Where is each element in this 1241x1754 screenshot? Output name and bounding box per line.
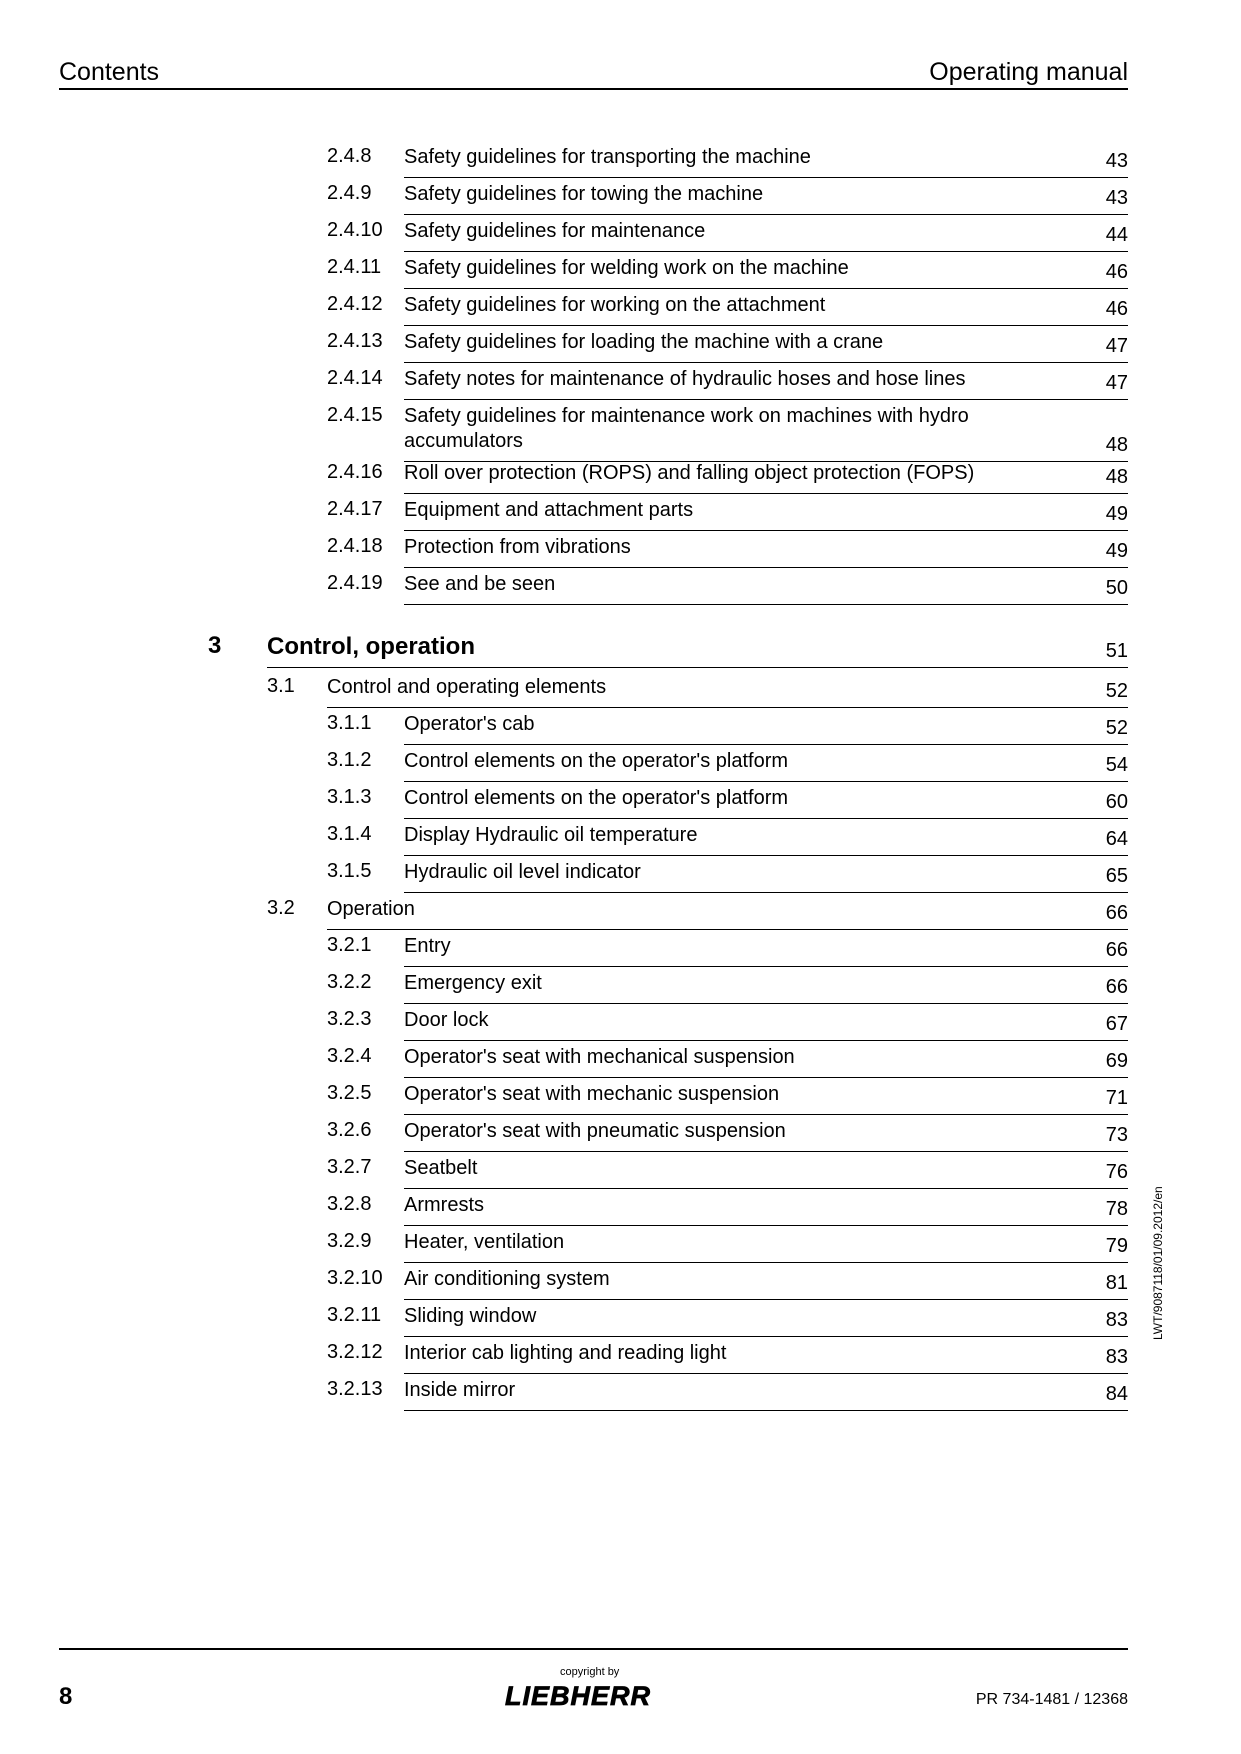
toc-entry-title-line [404, 572, 1128, 605]
copyright-label: copyright by [560, 1666, 620, 1678]
toc-entry-title: Control, operation [267, 633, 475, 660]
toc-entry-number: 3.2.2 [327, 971, 372, 993]
toc-entry-page: 64 [1105, 828, 1128, 850]
toc-entry-title: Air conditioning system [404, 1268, 610, 1290]
toc-entry-title: Safety guidelines for working on the attachment [404, 294, 826, 316]
toc-entry-title: Inside mirror [404, 1379, 516, 1401]
toc-entry-title: Armrests [404, 1194, 484, 1216]
toc-entry-number: 3 [208, 632, 222, 659]
toc-entry-page: 76 [1105, 1161, 1128, 1183]
toc-entry-number: 3.2.1 [327, 934, 372, 956]
toc-entry-title: Safety notes for maintenance of hydraulic hoses and hose lines [404, 368, 966, 390]
toc-entry-title-line [404, 1230, 1128, 1263]
toc-entry-title-line [404, 1045, 1128, 1078]
toc-entry-number: 2.4.15 [327, 404, 383, 426]
toc-entry-number: 3.2.12 [327, 1341, 383, 1363]
toc-entry-number: 3.2.5 [327, 1082, 372, 1104]
toc-entry-number: 2.4.14 [327, 367, 383, 389]
toc-entry-number: 2.4.19 [327, 572, 383, 594]
toc-entry-number: 3.2.8 [327, 1193, 372, 1215]
toc-entry-title-line [327, 897, 1128, 930]
toc-entry-title-line [404, 145, 1128, 178]
toc-entry-number: 3.2.7 [327, 1156, 372, 1178]
toc-entry-title-line [404, 330, 1128, 363]
toc-entry-page: 47 [1105, 335, 1128, 357]
toc-entry-title: Display Hydraulic oil temperature [404, 824, 698, 846]
toc-entry-page: 83 [1105, 1309, 1128, 1331]
toc-entry-page: 47 [1105, 372, 1128, 394]
toc-entry-page: 84 [1105, 1383, 1128, 1405]
toc-entry-title: Operator's seat with pneumatic suspension [404, 1120, 786, 1142]
toc-entry-number: 2.4.12 [327, 293, 383, 315]
toc-entry-number: 3.1.5 [327, 860, 372, 882]
toc-entry-page: 52 [1105, 680, 1128, 702]
toc-entry-title: Equipment and attachment parts [404, 499, 694, 521]
toc-entry-title-line [404, 461, 1128, 494]
toc-entry-title-line [404, 1156, 1128, 1189]
toc-entry-title: See and be seen [404, 573, 556, 595]
toc-entry-title-line [404, 749, 1128, 782]
toc-entry-title-line [404, 1082, 1128, 1115]
toc-entry-page: 83 [1105, 1346, 1128, 1368]
toc-entry-number: 3.2.10 [327, 1267, 383, 1289]
toc-entry-title: Operator's cab [404, 713, 535, 735]
toc-entry-number: 3.2.9 [327, 1230, 372, 1252]
toc-entry-title: Operation [327, 898, 415, 920]
toc-entry-page: 48 [1105, 466, 1128, 488]
toc-entry-title-line [404, 404, 1128, 462]
side-document-code: LWT/9087118/01/09.2012/en [1151, 1186, 1165, 1340]
toc-entry-title: Sliding window [404, 1305, 537, 1327]
toc-entry-title-line [404, 971, 1128, 1004]
toc-entry-title: Safety guidelines for transporting the machine [404, 146, 811, 168]
toc-entry-number: 2.4.11 [327, 256, 382, 278]
toc-entry-title: Interior cab lighting and reading light [404, 1342, 727, 1364]
toc-entry-page: 73 [1105, 1124, 1128, 1146]
toc-entry-title: Emergency exit [404, 972, 542, 994]
toc-entry-title-line [404, 712, 1128, 745]
toc-entry-title-line [404, 786, 1128, 819]
toc-entry-page: 69 [1105, 1050, 1128, 1072]
toc-entry-page: 43 [1105, 187, 1128, 209]
toc-entry-title: Door lock [404, 1009, 489, 1031]
toc-entry-number: 3.1.4 [327, 823, 372, 845]
toc-entry-title: Control and operating elements [327, 676, 607, 698]
toc-entry-title-line [404, 256, 1128, 289]
toc-entry-page: 54 [1105, 754, 1128, 776]
toc-entry-number: 2.4.8 [327, 145, 372, 167]
toc-entry-page: 66 [1105, 902, 1128, 924]
toc-entry-title-line [404, 535, 1128, 568]
header-section-title: Contents [59, 58, 160, 86]
toc-entry-title: Safety guidelines for welding work on the machine [404, 257, 849, 279]
header-manual-title: Operating manual [929, 58, 1128, 86]
toc-entry-title: Safety guidelines for towing the machine [404, 183, 764, 205]
toc-entry-number: 3.2.11 [327, 1304, 382, 1326]
toc-entry-title-line [327, 675, 1128, 708]
toc-entry-number: 3.1 [267, 675, 295, 697]
toc-entry-title-line [267, 634, 1128, 668]
logo-text: LIEBHERR [505, 1681, 652, 1711]
toc-entry-title-line [404, 182, 1128, 215]
toc-entry-page: 65 [1105, 865, 1128, 887]
toc-entry-number: 3.2.13 [327, 1378, 383, 1400]
toc-entry-page: 60 [1105, 791, 1128, 813]
toc-entry-number: 2.4.13 [327, 330, 383, 352]
toc-entry-page: 66 [1105, 939, 1128, 961]
toc-entry-title-line [404, 367, 1128, 400]
toc-entry-page: 78 [1105, 1198, 1128, 1220]
toc-entry-title: Seatbelt [404, 1157, 478, 1179]
toc-entry-page: 44 [1105, 224, 1128, 246]
toc-entry-title: Safety guidelines for maintenance work on machines with hydro accumulators [404, 405, 969, 452]
toc-entry-page: 79 [1105, 1235, 1128, 1257]
toc-entry-title-line [404, 860, 1128, 893]
toc-entry-title: Protection from vibrations [404, 536, 631, 558]
toc-entry-number: 3.1.3 [327, 786, 372, 808]
toc-entry-number: 2.4.18 [327, 535, 383, 557]
footer-rule [59, 1648, 1128, 1650]
toc-entry-number: 3.2.6 [327, 1119, 372, 1141]
toc-entry-title: Entry [404, 935, 451, 957]
toc-entry-title-line [404, 219, 1128, 252]
toc-entry-number: 3.2.3 [327, 1008, 372, 1030]
toc-entry-title: Hydraulic oil level indicator [404, 861, 641, 883]
toc-entry-number: 3.1.1 [327, 712, 372, 734]
toc-entry-title-line [404, 1378, 1128, 1411]
toc-entry-number: 3.1.2 [327, 749, 372, 771]
toc-entry-title: Roll over protection (ROPS) and falling object protection (FOPS) [404, 462, 975, 484]
toc-entry-title-line [404, 1119, 1128, 1152]
toc-entry-title: Heater, ventilation [404, 1231, 565, 1253]
toc-entry-page: 81 [1105, 1272, 1128, 1294]
toc-entry-number: 2.4.16 [327, 461, 383, 483]
toc-entry-page: 43 [1105, 150, 1128, 172]
toc-entry-title-line [404, 1008, 1128, 1041]
toc-entry-number: 2.4.17 [327, 498, 383, 520]
toc-entry-number: 3.2 [267, 897, 295, 919]
toc-entry-page: 50 [1105, 577, 1128, 599]
toc-entry-page: 49 [1105, 503, 1128, 525]
page-number: 8 [59, 1683, 73, 1710]
toc-entry-page: 52 [1105, 717, 1128, 739]
toc-entry-page: 71 [1105, 1087, 1128, 1109]
toc-entry-title: Safety guidelines for maintenance [404, 220, 706, 242]
toc-entry-title-line [404, 1267, 1128, 1300]
toc-entry-title: Control elements on the operator's platform [404, 750, 789, 772]
toc-entry-number: 2.4.9 [327, 182, 372, 204]
toc-entry-title-line [404, 498, 1128, 531]
toc-entry-page: 46 [1105, 298, 1128, 320]
toc-entry-title-line [404, 823, 1128, 856]
toc-entry-title: Control elements on the operator's platform [404, 787, 789, 809]
toc-entry-number: 2.4.10 [327, 219, 383, 241]
toc-entry-number: 3.2.4 [327, 1045, 372, 1067]
toc-entry-title-line [404, 1341, 1128, 1374]
toc-entry-page: 46 [1105, 261, 1128, 283]
toc-entry-page: 67 [1105, 1013, 1128, 1035]
document-reference: PR 734-1481 / 12368 [975, 1691, 1128, 1708]
toc-entry-title: Operator's seat with mechanic suspension [404, 1083, 780, 1105]
toc-entry-title-line [404, 934, 1128, 967]
toc-entry-title-line [404, 1304, 1128, 1337]
toc-entry-page: 51 [1105, 640, 1128, 662]
toc-entry-title-line [404, 1193, 1128, 1226]
toc-entry-title: Safety guidelines for loading the machine with a crane [404, 331, 884, 353]
toc-entry-page: 49 [1105, 540, 1128, 562]
toc-entry-page: 48 [1105, 434, 1128, 456]
toc-entry-page: 66 [1105, 976, 1128, 998]
liebherr-logo [505, 1680, 685, 1717]
toc-entry-title: Operator's seat with mechanical suspension [404, 1046, 795, 1068]
toc-entry-title-line [404, 293, 1128, 326]
